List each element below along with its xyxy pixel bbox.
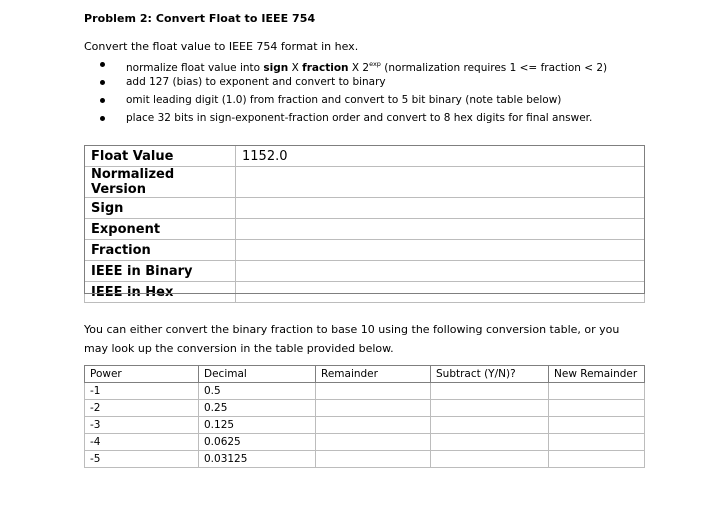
- row-label: IEEE in Hex: [85, 282, 236, 303]
- new-remainder-cell[interactable]: [549, 383, 645, 400]
- answer-cell[interactable]: 1152.0: [236, 146, 645, 167]
- answer-cell[interactable]: [236, 167, 645, 198]
- power-cell: -4: [85, 434, 199, 451]
- row-label: Float Value: [85, 146, 236, 167]
- table-row: [85, 451, 645, 468]
- instruction-text: omit leading digit (1.0) from fraction and convert to 5 bit binary (note table below): [126, 94, 562, 106]
- answer-cell[interactable]: [236, 261, 645, 282]
- table-row: [85, 417, 645, 434]
- decimal-cell: 0.03125: [199, 451, 316, 468]
- subtract-cell[interactable]: [431, 434, 549, 451]
- bullet-icon: [100, 80, 105, 85]
- column-header: Remainder: [316, 366, 431, 383]
- power-cell: -3: [85, 417, 199, 434]
- remainder-cell[interactable]: [316, 417, 431, 434]
- table-row: [85, 198, 645, 219]
- instruction-item: [100, 57, 607, 75]
- instruction-text: normalize float value into: [126, 62, 264, 74]
- subtract-cell[interactable]: [431, 417, 549, 434]
- new-remainder-cell[interactable]: [549, 451, 645, 468]
- decimal-cell: 0.0625: [199, 434, 316, 451]
- answer-cell[interactable]: [236, 219, 645, 240]
- instruction-item: [100, 75, 607, 93]
- power-cell: -1: [85, 383, 199, 400]
- subtract-cell[interactable]: [431, 400, 549, 417]
- table-row: [85, 434, 645, 451]
- row-label: Normalized Version: [85, 167, 236, 198]
- instruction-text: X 2: [348, 62, 370, 74]
- bullet-icon: [100, 62, 105, 67]
- remainder-cell[interactable]: [316, 400, 431, 417]
- new-remainder-cell[interactable]: [549, 417, 645, 434]
- instruction-list: [100, 57, 607, 129]
- table-row: [85, 146, 645, 167]
- instruction-text: place 32 bits in sign-exponent-fraction order and convert to 8 hex digits for final answer.: [126, 112, 593, 124]
- remainder-cell[interactable]: [316, 434, 431, 451]
- conversion-table: [84, 365, 645, 468]
- instruction-text: (normalization requires 1 <= fraction < 2): [380, 62, 608, 74]
- table-row: [85, 240, 645, 261]
- answer-cell[interactable]: [236, 198, 645, 219]
- problem-heading: Problem 2: Convert Float to IEEE 754: [84, 12, 316, 25]
- power-cell: -2: [85, 400, 199, 417]
- new-remainder-cell[interactable]: [549, 434, 645, 451]
- instruction-item: [100, 111, 607, 129]
- decimal-cell: 0.125: [199, 417, 316, 434]
- table-row: [85, 167, 645, 198]
- intro-text: Convert the float value to IEEE 754 format in hex.: [84, 40, 359, 53]
- instruction-emphasis: fraction: [302, 62, 349, 74]
- instruction-text: X: [288, 62, 303, 74]
- answer-cell[interactable]: [236, 240, 645, 261]
- ieee-worksheet-table: [84, 145, 645, 303]
- row-label: Exponent: [85, 219, 236, 240]
- remainder-cell[interactable]: [316, 451, 431, 468]
- table-row: [85, 400, 645, 417]
- instruction-item: [100, 93, 607, 111]
- remainder-cell[interactable]: [316, 383, 431, 400]
- answer-cell[interactable]: [236, 282, 645, 303]
- exponent-superscript: exp: [369, 60, 381, 68]
- column-header: Power: [85, 366, 199, 383]
- table-row: [85, 261, 645, 282]
- subtract-cell[interactable]: [431, 383, 549, 400]
- power-cell: -5: [85, 451, 199, 468]
- conversion-note: You can either convert the binary fraction to base 10 using the following conversion table, or you may look up the conversion in the table provided below.: [84, 323, 620, 355]
- new-remainder-cell[interactable]: [549, 400, 645, 417]
- row-label: IEEE in Binary: [85, 261, 236, 282]
- table-row: [85, 282, 645, 303]
- column-header: Decimal: [199, 366, 316, 383]
- column-header: New Remainder: [549, 366, 645, 383]
- table-row: [85, 383, 645, 400]
- bullet-icon: [100, 116, 105, 121]
- instruction-text: add 127 (bias) to exponent and convert to binary: [126, 76, 386, 88]
- column-header: Subtract (Y/N)?: [431, 366, 549, 383]
- instruction-emphasis: sign: [263, 62, 289, 74]
- row-label: Fraction: [85, 240, 236, 261]
- subtract-cell[interactable]: [431, 451, 549, 468]
- table-header-row: [85, 366, 645, 383]
- table-row: [85, 219, 645, 240]
- bullet-icon: [100, 98, 105, 103]
- decimal-cell: 0.25: [199, 400, 316, 417]
- row-label: Sign: [85, 198, 236, 219]
- decimal-cell: 0.5: [199, 383, 316, 400]
